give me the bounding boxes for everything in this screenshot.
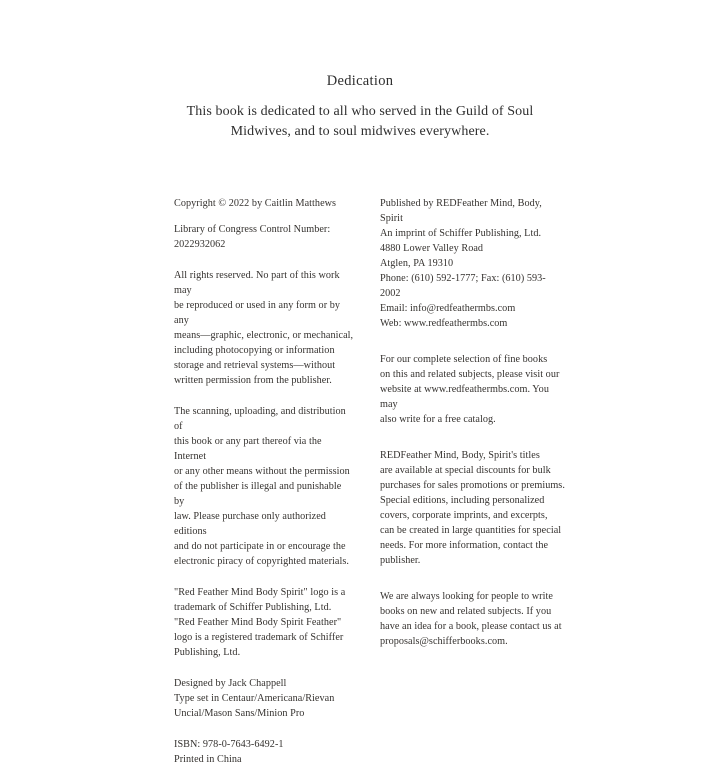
bulk-sales-line: needs. For more information, contact the	[380, 539, 549, 551]
bulk-sales-line: are available at special discounts for bulk	[380, 464, 551, 476]
publisher-web-line: Web: www.redfeathermbs.com	[380, 317, 508, 329]
catalog-line: For our complete selection of fine books	[380, 353, 548, 365]
submissions-line: books on new and related subjects. If you	[380, 605, 552, 617]
trademark-line: logo is a registered trademark of Schiffer	[174, 631, 344, 643]
dedication-block	[0, 72, 720, 142]
rights-line: written permission from the publisher.	[174, 374, 332, 386]
catalog-line: also write for a free catalog.	[380, 413, 496, 425]
piracy-line: law. Please purchase only authorized editions	[174, 510, 326, 537]
catalog-notice	[380, 353, 566, 428]
piracy-line: electronic piracy of copyrighted materials.	[174, 555, 349, 567]
design-credits	[174, 677, 354, 722]
bulk-sales-line: purchases for sales promotions or premiums.	[380, 479, 565, 491]
dedication-heading: Dedication	[326, 73, 394, 89]
dedication-line: This book is dedicated to all who served in the Guild of Soul	[186, 103, 534, 119]
catalog-line: website at www.redfeathermbs.com. You may	[380, 383, 549, 410]
bulk-sales-line: publisher.	[380, 554, 421, 566]
rights-line: be reproduced or used in any form or by any	[174, 299, 341, 326]
loc-line: Library of Congress Control Number:	[174, 223, 331, 235]
submissions-email-line: proposals@schifferbooks.com.	[380, 635, 508, 647]
dedication-text	[160, 102, 560, 143]
dedication-line: Midwives, and to soul midwives everywhere.	[230, 123, 490, 139]
piracy-line: and do not participate in or encourage the	[174, 540, 346, 552]
copyright-notice	[174, 197, 354, 212]
submissions-notice	[380, 590, 566, 650]
design-line: Designed by Jack Chappell	[174, 677, 287, 689]
bulk-sales-line: covers, corporate imprints, and excerpts,	[380, 509, 548, 521]
spacer	[380, 343, 566, 353]
colophon-left-column	[174, 197, 354, 768]
isbn-line: ISBN: 978-0-7643-6492-1	[174, 738, 284, 750]
catalog-line: on this and related subjects, please visit our	[380, 368, 560, 380]
loc-line: 2022932062	[174, 238, 226, 250]
submissions-line: have an idea for a book, please contact us at	[380, 620, 562, 632]
isbn-block	[174, 738, 354, 768]
design-line: Uncial/Mason Sans/Minion Pro	[174, 707, 305, 719]
piracy-line: or any other means without the permission	[174, 465, 350, 477]
design-line: Type set in Centaur/Americana/Rievan	[174, 692, 335, 704]
publisher-email-line: Email: info@redfeathermbs.com	[380, 302, 516, 314]
bulk-sales-notice	[380, 449, 566, 569]
publisher-address-line: Atglen, PA 19310	[380, 257, 454, 269]
publisher-contact	[380, 197, 566, 332]
all-rights-reserved	[174, 269, 354, 389]
spacer	[380, 439, 566, 449]
publisher-line: Published by REDFeather Mind, Body, Spirit	[380, 198, 542, 224]
rights-line: means—graphic, electronic, or mechanical,	[174, 329, 354, 341]
trademark-line: "Red Feather Mind Body Spirit" logo is a	[174, 586, 346, 598]
piracy-line: this book or any part thereof via the Internet	[174, 435, 322, 462]
publisher-line: An imprint of Schiffer Publishing, Ltd.	[380, 227, 542, 239]
piracy-line: The scanning, uploading, and distribution of	[174, 405, 346, 432]
trademark-line: "Red Feather Mind Body Spirit Feather"	[174, 616, 342, 628]
publisher-phone-line: Phone: (610) 592-1777; Fax: (610) 593-	[380, 272, 546, 284]
trademark-line: trademark of Schiffer Publishing, Ltd.	[174, 601, 332, 613]
bulk-sales-line: REDFeather Mind, Body, Spirit's titles	[380, 449, 540, 461]
publisher-phone-line: 2002	[380, 287, 401, 299]
trademark-line: Publishing, Ltd.	[174, 646, 241, 658]
printed-in-line: Printed in China	[174, 753, 242, 765]
bulk-sales-line: can be created in large quantities for special	[380, 524, 562, 536]
rights-line: storage and retrieval systems—without	[174, 359, 336, 371]
colophon	[174, 197, 566, 768]
piracy-line: of the publisher is illegal and punishable by	[174, 480, 342, 507]
bulk-sales-line: Special editions, including personalized	[380, 494, 545, 506]
library-of-congress-number	[174, 223, 354, 253]
submissions-line: We are always looking for people to write	[380, 590, 553, 602]
copyright-line: Copyright © 2022 by Caitlin Matthews	[174, 198, 337, 209]
trademark-notice	[174, 586, 354, 661]
spacer	[380, 580, 566, 590]
publisher-address-line: 4880 Lower Valley Road	[380, 242, 484, 254]
rights-line: including photocopying or information	[174, 344, 335, 356]
colophon-right-column	[380, 197, 566, 650]
rights-line: All rights reserved. No part of this work may	[174, 269, 340, 296]
piracy-notice	[174, 405, 354, 570]
